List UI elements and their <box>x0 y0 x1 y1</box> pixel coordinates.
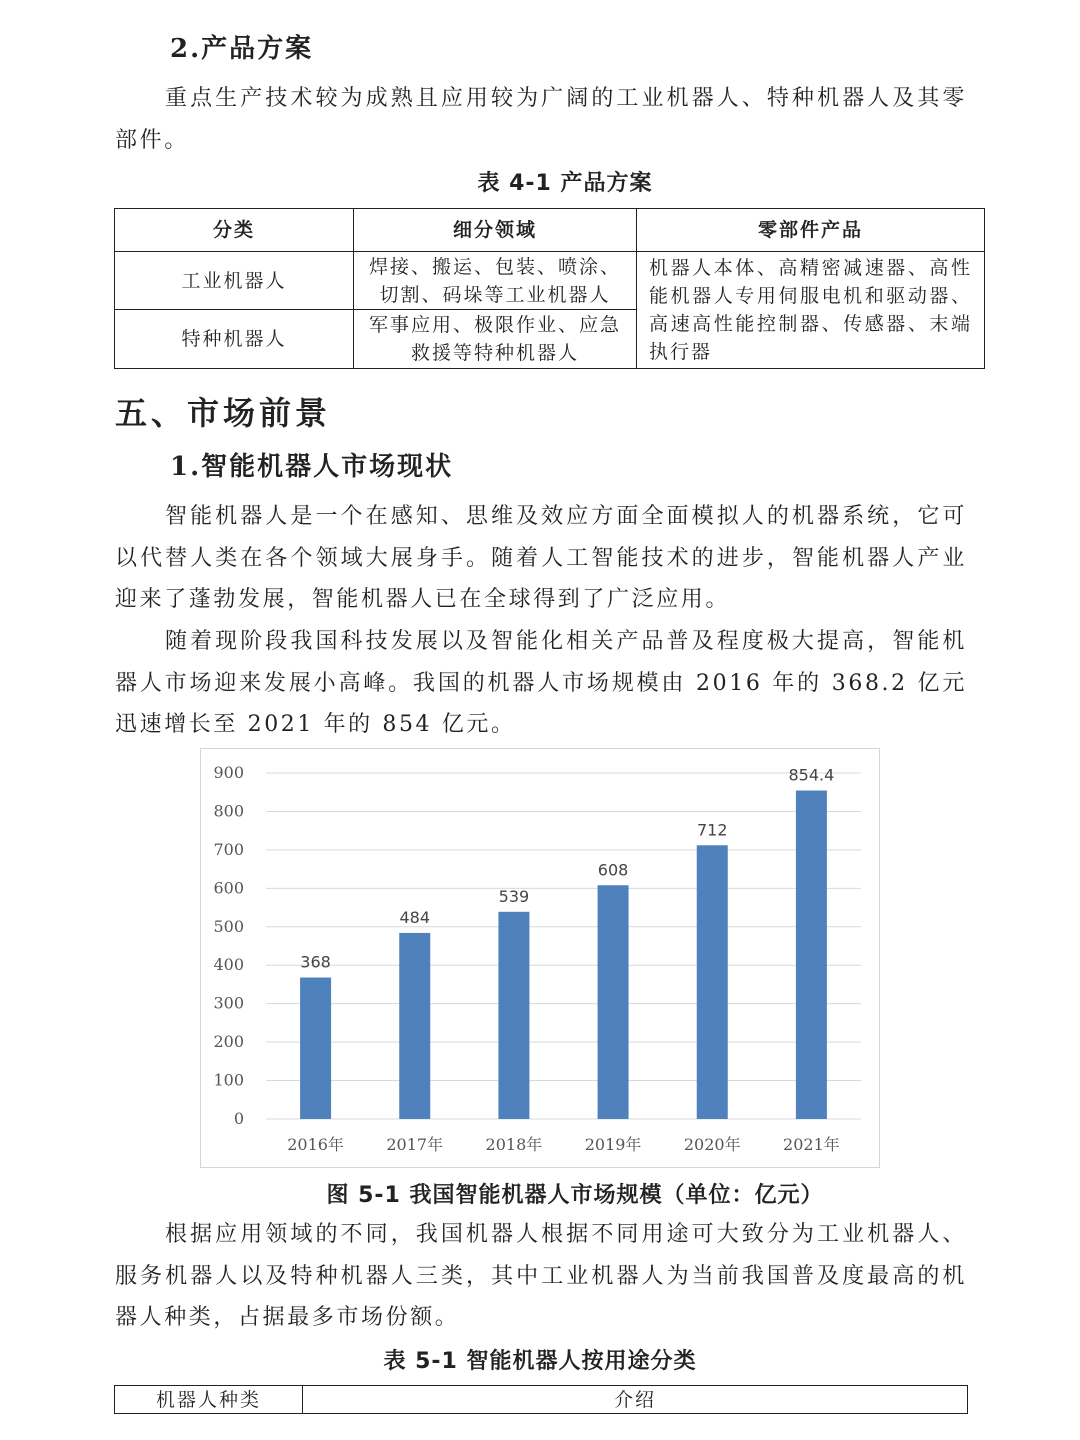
figure-5-1-caption: 图 5-1 我国智能机器人市场规模（单位：亿元） <box>326 1183 824 1208</box>
market-status-paragraph-1: 智能机器人是一个在感知、思维及效应方面全面模拟人的机器系统，它可以代替人类在各个领域大展身手。随着人工智能技术的进步，智能机器人产业迎来了蓬勃发展，智能机器人已在全球得到了广泛应用。 <box>115 504 967 612</box>
table-5-1-caption: 表 5-1 智能机器人按用途分类 <box>383 1349 697 1374</box>
header-field: 细分领域 <box>354 209 637 252</box>
bar-chart-svg <box>201 749 879 1167</box>
product-plan-table <box>114 208 985 369</box>
header-category: 分类 <box>115 209 354 252</box>
data-label: 484 <box>399 907 431 927</box>
data-label: 608 <box>597 860 629 880</box>
y-tick-label: 400 <box>213 955 244 975</box>
table-4-1-caption: 表 4-1 产品方案 <box>477 171 653 196</box>
table-header-row <box>115 209 985 252</box>
bar-2018年 <box>498 912 529 1119</box>
y-tick-label: 0 <box>233 1109 244 1128</box>
y-tick-label: 100 <box>213 1070 244 1090</box>
data-label: 539 <box>498 886 530 906</box>
x-tick-label: 2016年 <box>287 1135 344 1154</box>
data-label: 368 <box>300 952 331 972</box>
bar-2019年 <box>598 885 629 1119</box>
row-field-industrial: 焊接、搬运、包装、喷涂、切割、码垛等工业机器人 <box>354 252 637 310</box>
x-tick-label: 2020年 <box>683 1135 741 1154</box>
table-header-row <box>115 1386 968 1414</box>
row-category-special: 特种机器人 <box>115 310 354 369</box>
y-tick-label: 300 <box>213 993 244 1013</box>
data-label: 854.4 <box>788 765 835 785</box>
header-parts: 零部件产品 <box>637 209 985 252</box>
header-robot-type: 机器人种类 <box>115 1386 303 1414</box>
row-field-special: 军事应用、极限作业、应急救援等特种机器人 <box>354 310 637 369</box>
header-introduction: 介绍 <box>303 1386 968 1414</box>
robot-classification-table <box>114 1385 968 1414</box>
table-row <box>115 252 985 310</box>
product-plan-paragraph: 重点生产技术较为成熟且应用较为广阔的工业机器人、特种机器人及其零部件。 <box>115 86 967 153</box>
row-category-industrial: 工业机器人 <box>115 252 354 310</box>
y-tick-label: 800 <box>213 801 244 821</box>
section-heading-market-outlook: 五、市场前景 <box>115 394 332 432</box>
y-tick-label: 600 <box>213 878 244 898</box>
parts-cell: 机器人本体、高精密减速器、高性能机器人专用伺服电机和驱动器、高速高性能控制器、传感器、末端执行器 <box>637 252 985 369</box>
x-tick-label: 2019年 <box>584 1135 642 1154</box>
y-tick-label: 200 <box>213 1032 244 1052</box>
y-tick-label: 700 <box>213 839 244 859</box>
subheading-market-status: 1.智能机器人市场现状 <box>170 452 454 482</box>
data-label: 712 <box>696 820 728 840</box>
bar-2021年 <box>796 791 827 1119</box>
y-tick-label: 900 <box>213 763 244 782</box>
market-status-paragraph-2: 随着现阶段我国科技发展以及智能化相关产品普及程度极大提高，智能机器人市场迎来发展小高峰。我国的机器人市场规模由 2016 年的 368.2 亿元迅速增长至 2021 年的 854 亿元。 <box>115 629 967 737</box>
bar-2016年 <box>300 978 331 1119</box>
robot-category-paragraph: 根据应用领域的不同，我国机器人根据不同用途可大致分为工业机器人、服务机器人以及特种机器人三类，其中工业机器人为当前我国普及度最高的机器人种类，占据最多市场份额。 <box>115 1222 967 1330</box>
bar-2017年 <box>399 933 430 1119</box>
bar-2020年 <box>697 845 728 1119</box>
market-size-chart <box>200 748 880 1168</box>
section-heading-product-plan: 2.产品方案 <box>170 34 314 64</box>
y-tick-label: 500 <box>213 916 244 936</box>
x-tick-label: 2018年 <box>485 1135 543 1154</box>
x-tick-label: 2017年 <box>386 1135 444 1154</box>
x-tick-label: 2021年 <box>783 1135 840 1154</box>
